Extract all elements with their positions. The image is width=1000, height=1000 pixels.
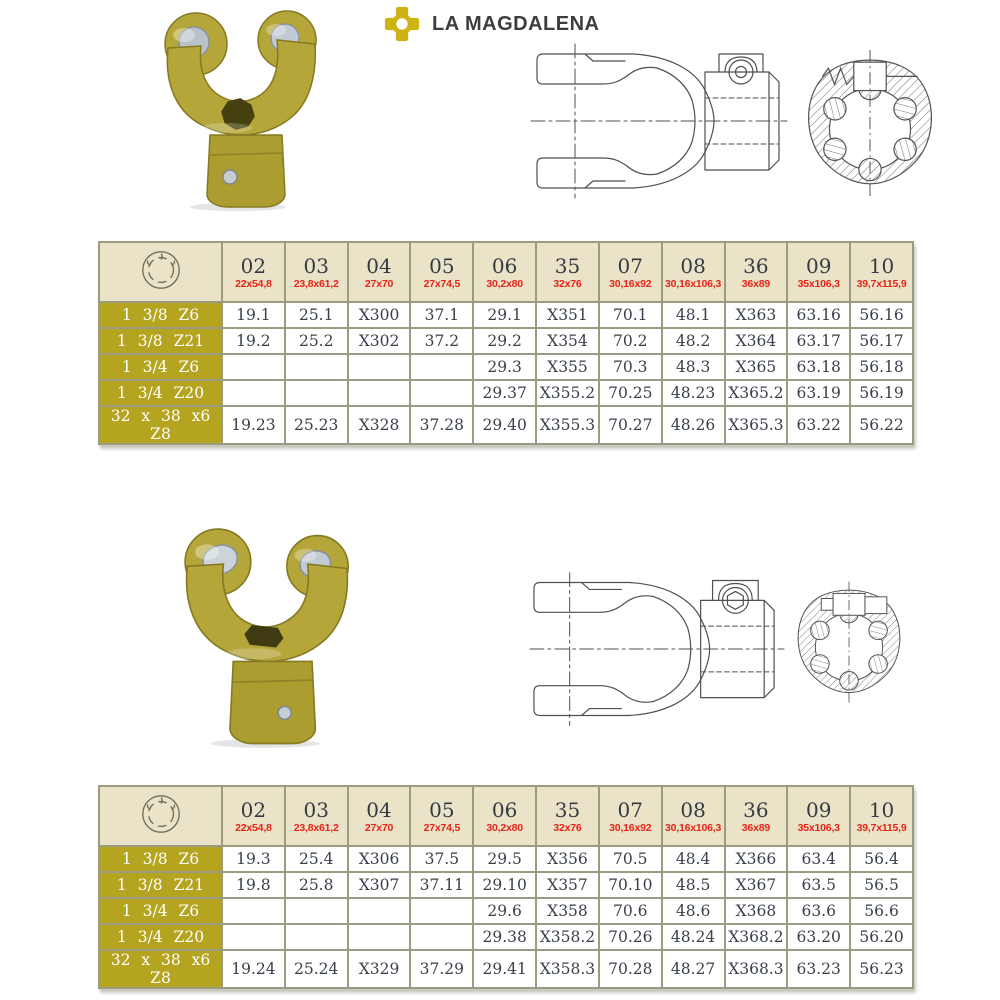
part-number-cell: 29.37 [473,380,536,406]
part-number-cell: 70.25 [599,380,662,406]
part-number-cell: X355 [536,354,599,380]
part-number-cell: 63.16 [787,302,850,328]
part-number-cell: 63.20 [787,924,850,950]
part-number-cell: 56.19 [850,380,913,406]
parts-table-push-pin [98,241,914,445]
table-row [99,898,913,924]
column-header: 36 36x89 [725,786,788,846]
part-number-cell: 25.4 [285,846,348,872]
part-number-cell: X358.2 [536,924,599,950]
part-number-cell: X329 [348,950,411,988]
part-number-cell: 48.27 [662,950,725,988]
part-number-cell [410,380,473,406]
brand-name: LA MAGDALENA [432,12,600,35]
part-number-cell: X328 [348,406,411,444]
part-number-cell: 48.26 [662,406,725,444]
part-number-cell: 19.1 [222,302,285,328]
part-number-cell [222,898,285,924]
column-header: 08 30,16x106,3 [662,786,725,846]
part-number-cell: X351 [536,302,599,328]
part-number-cell: 25.23 [285,406,348,444]
part-number-cell: 56.20 [850,924,913,950]
part-number-cell: 56.5 [850,872,913,898]
part-number-cell: 48.4 [662,846,725,872]
part-number-cell: 56.6 [850,898,913,924]
part-number-cell: 70.26 [599,924,662,950]
column-header: 04 27x70 [348,242,411,302]
part-number-cell: 19.23 [222,406,285,444]
table-row [99,302,913,328]
part-number-cell: 48.24 [662,924,725,950]
part-number-cell: 63.6 [787,898,850,924]
part-number-cell: 37.1 [410,302,473,328]
part-number-cell: X365.2 [725,380,788,406]
part-number-cell: 63.23 [787,950,850,988]
pto-cross-joint-icon [383,5,421,43]
part-number-cell: X363 [725,302,788,328]
part-number-cell: 29.5 [473,846,536,872]
column-header: 02 22x54,8 [222,242,285,302]
column-header: 05 27x74,5 [410,242,473,302]
table-row [99,406,913,444]
part-number-cell [285,354,348,380]
part-number-cell: 63.22 [787,406,850,444]
row-label: 1 3/8 Z21 [99,872,222,898]
parts-table-clamp-bolt [98,785,914,989]
row-label: 1 3/4 Z6 [99,898,222,924]
part-number-cell: 37.29 [410,950,473,988]
part-number-cell: X355.3 [536,406,599,444]
part-number-cell: 19.8 [222,872,285,898]
part-number-cell: 70.10 [599,872,662,898]
part-number-cell: X368.2 [725,924,788,950]
spline-profile-corner-cell [99,242,222,302]
part-number-cell: 70.1 [599,302,662,328]
table-row [99,924,913,950]
table-row [99,846,913,872]
part-number-cell [348,354,411,380]
part-number-cell: X357 [536,872,599,898]
part-number-cell: 63.17 [787,328,850,354]
part-number-cell [222,924,285,950]
column-header: 09 35x106,3 [787,242,850,302]
part-number-cell: 56.23 [850,950,913,988]
column-header: 35 32x76 [536,242,599,302]
row-label: 32 x 38 x6 Z8 [99,406,222,444]
part-number-cell: 56.17 [850,328,913,354]
part-number-cell: 48.6 [662,898,725,924]
part-number-cell: 70.5 [599,846,662,872]
part-number-cell: 29.3 [473,354,536,380]
spline-bore-profile-icon [138,791,184,837]
part-number-cell: 70.3 [599,354,662,380]
part-number-cell: 37.2 [410,328,473,354]
part-number-cell: 19.24 [222,950,285,988]
part-number-cell: 56.18 [850,354,913,380]
part-number-cell [348,380,411,406]
part-number-cell: 48.5 [662,872,725,898]
part-number-cell: X307 [348,872,411,898]
part-number-cell: 63.19 [787,380,850,406]
part-number-cell [285,898,348,924]
part-number-cell [410,924,473,950]
column-header: 09 35x106,3 [787,786,850,846]
part-number-cell [410,898,473,924]
part-number-cell: 25.8 [285,872,348,898]
row-label: 1 3/8 Z21 [99,328,222,354]
part-number-cell [222,354,285,380]
row-label: 1 3/8 Z6 [99,846,222,872]
column-header: 07 30,16x92 [599,786,662,846]
part-number-cell: X354 [536,328,599,354]
part-number-cell: X306 [348,846,411,872]
part-number-cell: X368.3 [725,950,788,988]
part-number-cell: 29.41 [473,950,536,988]
part-number-cell [348,924,411,950]
part-number-cell: 48.3 [662,354,725,380]
part-number-cell: 37.11 [410,872,473,898]
row-label: 1 3/8 Z6 [99,302,222,328]
part-number-cell: X356 [536,846,599,872]
row-label: 1 3/4 Z20 [99,380,222,406]
column-header: 08 30,16x106,3 [662,242,725,302]
column-header: 35 32x76 [536,786,599,846]
part-number-cell: X355.2 [536,380,599,406]
part-number-cell: X366 [725,846,788,872]
column-header: 05 27x74,5 [410,786,473,846]
part-number-cell: 63.4 [787,846,850,872]
part-number-cell [285,380,348,406]
spline-bore-profile-icon [138,247,184,293]
part-number-cell: X368 [725,898,788,924]
yoke-side-view-drawing-pin [528,42,790,200]
part-number-cell: 29.1 [473,302,536,328]
part-number-cell: 48.2 [662,328,725,354]
part-number-cell: 37.28 [410,406,473,444]
part-number-cell: 19.3 [222,846,285,872]
part-number-cell [410,354,473,380]
part-number-cell: 29.10 [473,872,536,898]
column-header: 36 36x89 [725,242,788,302]
table-row [99,380,913,406]
column-header: 04 27x70 [348,786,411,846]
part-number-cell: 37.5 [410,846,473,872]
column-header: 02 22x54,8 [222,786,285,846]
part-number-cell: 29.6 [473,898,536,924]
part-number-cell: X365.3 [725,406,788,444]
column-header: 06 30,2x80 [473,242,536,302]
part-number-cell: 48.1 [662,302,725,328]
part-number-cell: X300 [348,302,411,328]
part-number-cell: 25.2 [285,328,348,354]
row-label: 1 3/4 Z20 [99,924,222,950]
part-number-cell [285,924,348,950]
part-number-cell: 56.22 [850,406,913,444]
table-row [99,354,913,380]
column-header: 10 39,7x115,9 [850,242,913,302]
part-number-cell: 70.2 [599,328,662,354]
part-number-cell: 70.6 [599,898,662,924]
yoke-cross-section-drawing-pin [794,48,946,200]
brand-logo [383,5,599,43]
column-header: 07 30,16x92 [599,242,662,302]
table-row [99,872,913,898]
part-number-cell: 63.18 [787,354,850,380]
part-number-cell: 29.38 [473,924,536,950]
column-header: 06 30,2x80 [473,786,536,846]
yoke-side-view-drawing-bolt [528,556,786,742]
part-number-cell: X302 [348,328,411,354]
part-number-cell: 63.5 [787,872,850,898]
part-number-cell: 29.2 [473,328,536,354]
part-number-cell: X367 [725,872,788,898]
yoke-photo-clamp-bolt [172,518,358,748]
column-header: 03 23,8x61,2 [285,786,348,846]
part-number-cell: 29.40 [473,406,536,444]
spline-profile-corner-cell [99,786,222,846]
part-number-cell: 19.2 [222,328,285,354]
row-label: 32 x 38 x6 Z8 [99,950,222,988]
table-row [99,328,913,354]
part-number-cell: X364 [725,328,788,354]
part-number-cell [222,380,285,406]
part-number-cell: 25.1 [285,302,348,328]
yoke-photo-push-pin [156,2,326,212]
column-header: 03 23,8x61,2 [285,242,348,302]
part-number-cell: X358.3 [536,950,599,988]
part-number-cell: 70.27 [599,406,662,444]
part-number-cell: X358 [536,898,599,924]
column-header: 10 39,7x115,9 [850,786,913,846]
part-number-cell: 56.4 [850,846,913,872]
part-number-cell: 48.23 [662,380,725,406]
yoke-cross-section-drawing-bolt [786,580,912,706]
table-row [99,950,913,988]
part-number-cell: X365 [725,354,788,380]
part-number-cell: 25.24 [285,950,348,988]
part-number-cell: 56.16 [850,302,913,328]
part-number-cell: 70.28 [599,950,662,988]
row-label: 1 3/4 Z6 [99,354,222,380]
part-number-cell [348,898,411,924]
